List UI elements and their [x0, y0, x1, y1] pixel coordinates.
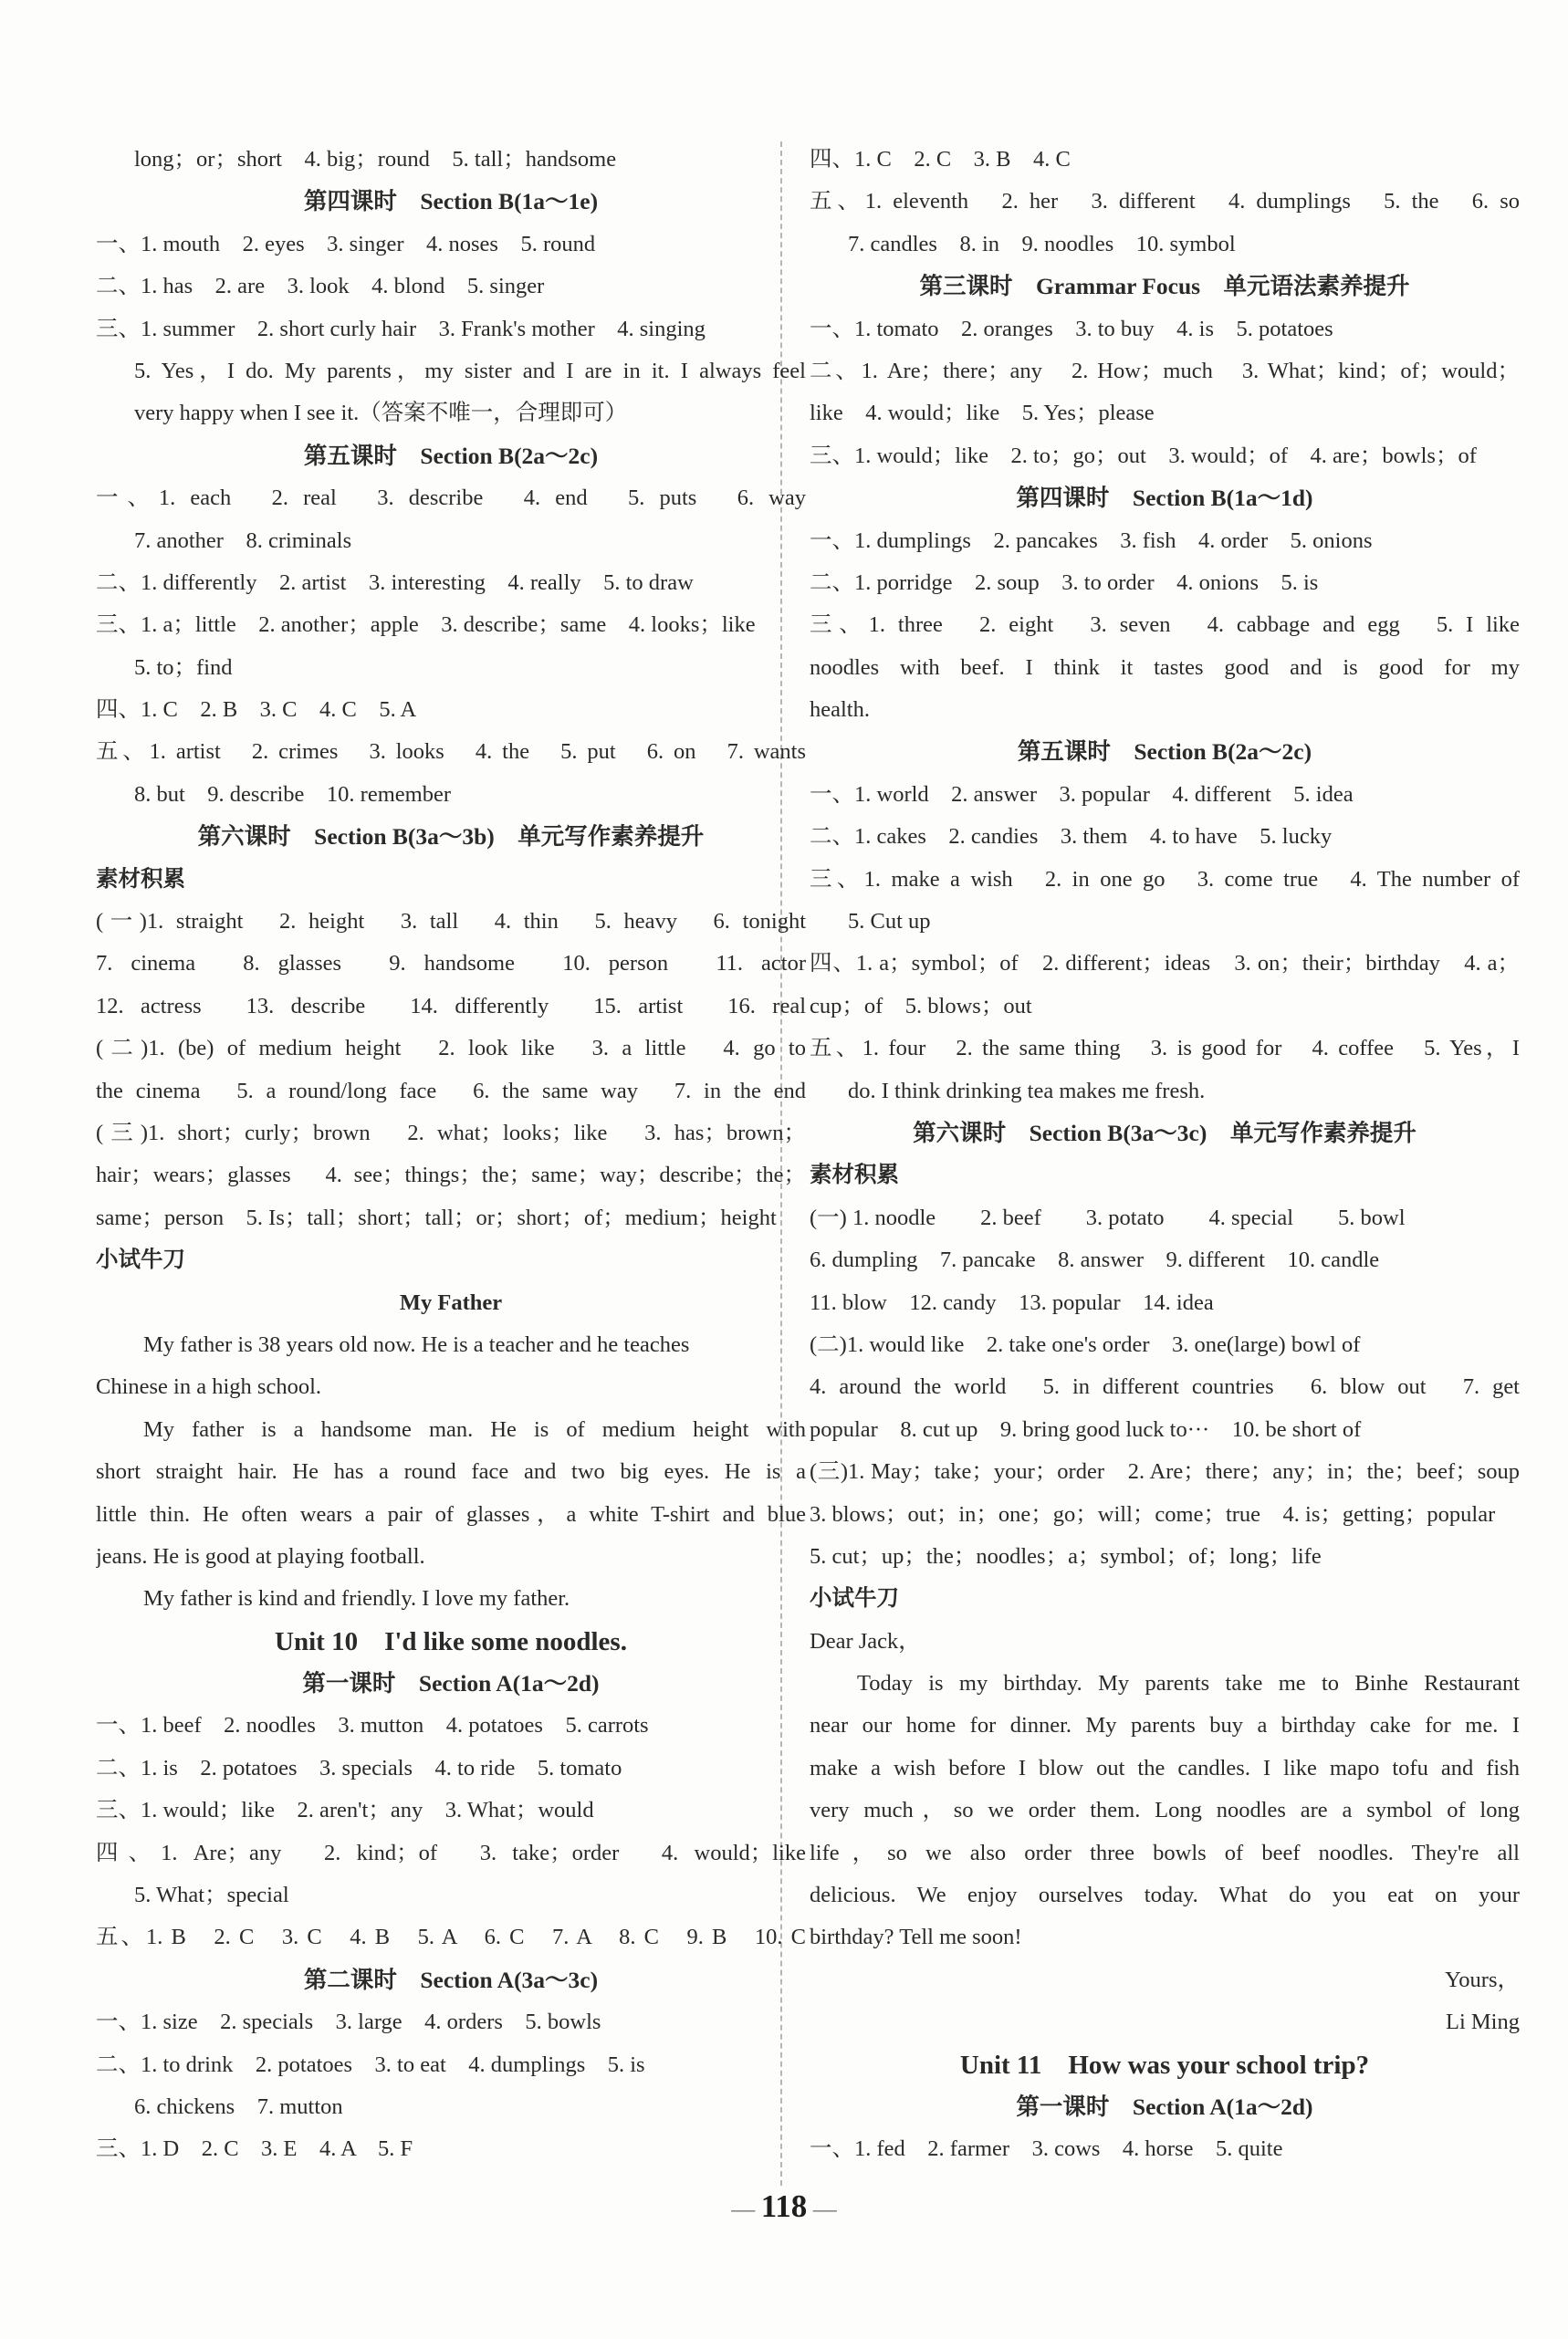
text-line: 一、1. dumplings 2. pancakes 3. fish 4. order 5. onions [810, 527, 1373, 553]
section-heading: Unit 10 I'd like some noodles. [275, 1626, 627, 1656]
text-line: 三、1. a；little 2. another；apple 3. describe；same 4. looks；like [96, 612, 756, 638]
text-line: very happy when I see it.（答案不唯一，合理即可） [134, 401, 628, 426]
text-line: 一、1. tomato 2. oranges 3. to buy 4. is 5. potatoes [810, 316, 1333, 341]
text-line: 三、1. summer 2. short curly hair 3. Frank's mother 4. singing [96, 316, 706, 341]
text-line: Yours， [1445, 1967, 1520, 1992]
text-line: 一、1. beef 2. noodles 3. mutton 4. potatoes 5. carrots [96, 1713, 649, 1739]
text-line: very much，so we order them. Long noodles are a symbol of long [810, 1798, 1520, 1823]
text-line: 7. candles 8. in 9. noodles 10. symbol [848, 231, 1236, 256]
text-line: 四、1. a；symbol；of 2. different；ideas 3. on；their；birthday 4. a； [810, 951, 1520, 976]
text-line: little thin. He often wears a pair of glasses，a white T-shirt and blue [96, 1501, 806, 1527]
text-line: long；or；short 4. big；round 5. tall；handsome [134, 147, 617, 172]
text-line: 三、1. three 2. eight 3. seven 4. cabbage and egg 5. I like [810, 612, 1520, 638]
text-line: My father is 38 years old now. He is a teacher and he teaches [143, 1331, 690, 1357]
text-line: Chinese in a high school. [96, 1374, 322, 1400]
text-line: 三、1. make a wish 2. in one go 3. come true 4. The number of [810, 866, 1520, 892]
text-line: 五、1. artist 2. crimes 3. looks 4. the 5. put 6. on 7. wants [96, 739, 806, 765]
text-line: health. [810, 697, 870, 723]
text-line: 12. actress 13. describe 14. differently 15. artist 16. real [96, 993, 806, 1018]
text-line: 8. but 9. describe 10. remember [134, 781, 451, 807]
text-line: (三)1. short；curly；brown 2. what；looks；like 3. has；brown； [96, 1120, 806, 1145]
text-line: 二、1. porridge 2. soup 3. to order 4. onions 5. is [810, 569, 1319, 595]
text-line: make a wish before I blow out the candles. I like mapo tofu and fish [810, 1755, 1520, 1780]
text-line: 5. Cut up [848, 909, 931, 935]
text-line: 二、1. cakes 2. candies 3. them 4. to have 5. lucky [810, 824, 1333, 850]
text-line: 7. another 8. criminals [134, 527, 352, 553]
text-line: 4. around the world 5. in different countries 6. blow out 7. get [810, 1374, 1520, 1400]
text-line: (二)1. would like 2. take one's order 3. one(large) bowl of [810, 1331, 1361, 1357]
text-line: 一、1. size 2. specials 3. large 4. orders 5. bowls [96, 2010, 601, 2035]
text-line: 小试牛刀 [96, 1248, 185, 1273]
text-line: the cinema 5. a round/long face 6. the same way 7. in the end [96, 1078, 806, 1103]
text-line: 素材积累 [96, 866, 185, 892]
text-line: 3. blows；out；in；one；go；will；come；true 4. is；getting；popular [810, 1501, 1496, 1527]
text-line: 5. cut；up；the；noodles；a；symbol；of；long；life [810, 1543, 1322, 1569]
text-line: 7. cinema 8. glasses 9. handsome 10. person 11. actor [96, 951, 806, 976]
section-heading: 第六课时 Section B(3a～3c) 单元写作素养提升 [913, 1119, 1416, 1146]
text-line: (三)1. May；take；your；order 2. Are；there；any；in；the；beef；soup [810, 1459, 1520, 1485]
text-line: do. I think drinking tea makes me fresh. [848, 1078, 1206, 1103]
text-line: Today is my birthday. My parents take me to Binhe Restaurant [857, 1671, 1520, 1697]
text-line: same；person 5. Is；tall；short；tall；or；short；of；medium；height [96, 1205, 777, 1230]
text-line: My Father [399, 1290, 503, 1315]
text-line: delicious. We enjoy ourselves today. What do you eat on your [810, 1883, 1520, 1908]
text-line: 小试牛刀 [810, 1586, 899, 1612]
text-line: 三、1. would；like 2. to；go；out 3. would；of 4. are；bowls；of [810, 443, 1477, 468]
section-heading: 第四课时 Section B(1a～1e) [303, 188, 599, 215]
text-line: 6. chickens 7. mutton [134, 2094, 343, 2119]
text-line: 5. to；find [134, 654, 233, 680]
text-line: My father is a handsome man. He is of medium height with [143, 1416, 806, 1442]
text-line: birthday? Tell me soon! [810, 1925, 1022, 1950]
text-line: popular 8. cut up 9. bring good luck to··· 10. be short of [810, 1416, 1362, 1442]
text-line: 二、1. has 2. are 3. look 4. blond 5. singer [96, 274, 545, 299]
text-line: 5. What；special [134, 1883, 289, 1908]
text-line: 三、1. would；like 2. aren't；any 3. What；would [96, 1798, 594, 1823]
section-heading: 第一课时 Section A(1a～2d) [302, 1670, 600, 1697]
text-line: 五、1. eleventh 2. her 3. different 4. dumplings 5. the 6. so [810, 189, 1520, 214]
text-line: 11. blow 12. candy 13. popular 14. idea [810, 1290, 1214, 1315]
section-heading: 第五课时 Section B(2a～2c) [303, 442, 599, 469]
text-line: near our home for dinner. My parents buy a birthday cake for me. I [810, 1713, 1520, 1739]
text-line: cup；of 5. blows；out [810, 993, 1032, 1018]
text-line: (二)1. (be) of medium height 2. look like 3. a little 4. go to [96, 1036, 806, 1061]
text-line: 素材积累 [810, 1163, 899, 1188]
text-line: 5. Yes，I do. My parents，my sister and I are in it. I always feel [134, 358, 806, 383]
text-line: jeans. He is good at playing football. [96, 1543, 425, 1569]
text-line: 二、1. is 2. potatoes 3. specials 4. to ride 5. tomato [96, 1755, 622, 1780]
section-heading: 第二课时 Section A(3a～3c) [303, 1966, 599, 1993]
text-line: hair；wears；glasses 4. see；things；the；same；way；describe；the； [96, 1163, 806, 1188]
section-heading: 第四课时 Section B(1a～1d) [1016, 485, 1313, 512]
text-line: 四、1. Are；any 2. kind；of 3. take；order 4. would；like [96, 1840, 806, 1865]
text-line: Li Ming [1446, 2010, 1520, 2035]
text-line: life，so we also order three bowls of beef noodles. They're all [810, 1840, 1520, 1865]
text-line: My father is kind and friendly. I love my father. [143, 1586, 570, 1612]
text-line: 6. dumpling 7. pancake 8. answer 9. different 10. candle [810, 1248, 1380, 1273]
text-line: 二、1. Are；there；any 2. How；much 3. What；kind；of；would； [810, 358, 1520, 383]
section-heading: 第三课时 Grammar Focus 单元语法素养提升 [919, 273, 1410, 300]
text-line: 四、1. C 2. B 3. C 4. C 5. A [96, 697, 417, 723]
text-line: 一、1. world 2. answer 3. popular 4. different 5. idea [810, 781, 1354, 807]
text-line: (一)1. straight 2. height 3. tall 4. thin 5. heavy 6. tonight [96, 909, 806, 935]
text-line: 三、1. D 2. C 3. E 4. A 5. F [96, 2136, 413, 2162]
text-line: (一) 1. noodle 2. beef 3. potato 4. special 5. bowl [810, 1205, 1406, 1230]
section-heading: 第五课时 Section B(2a～2c) [1017, 738, 1312, 766]
text-line: noodles with beef. I think it tastes good and is good for my [810, 654, 1520, 680]
text-line: 五、1. B 2. C 3. C 4. B 5. A 6. C 7. A 8. C 9. B 10. C [96, 1925, 806, 1950]
section-heading: 第六课时 Section B(3a～3b) 单元写作素养提升 [197, 823, 705, 851]
text-line: Dear Jack， [810, 1628, 921, 1654]
text-line: like 4. would；like 5. Yes；please [810, 401, 1155, 426]
text-line: 五、1. four 2. the same thing 3. is good for 4. coffee 5. Yes，I [810, 1036, 1520, 1061]
text-line: 一、1. each 2. real 3. describe 4. end 5. puts 6. way [96, 486, 806, 511]
text-line: 四、1. C 2. C 3. B 4. C [810, 147, 1071, 172]
text-line: short straight hair. He has a round face and two big eyes. He is a [96, 1459, 806, 1485]
right-column [810, 139, 1520, 2171]
left-column [96, 139, 806, 2171]
section-heading: 第一课时 Section A(1a～2d) [1016, 2093, 1313, 2120]
text-line: 二、1. to drink 2. potatoes 3. to eat 4. dumplings 5. is [96, 2052, 645, 2077]
text-line: 一、1. fed 2. farmer 3. cows 4. horse 5. quite [810, 2136, 1283, 2162]
text-line: 二、1. differently 2. artist 3. interesting 4. really 5. to draw [96, 569, 694, 595]
page-number: — 118 — [0, 2188, 1568, 2225]
section-heading: Unit 11 How was your school trip? [959, 2050, 1370, 2080]
text-line: 一、1. mouth 2. eyes 3. singer 4. noses 5. round [96, 231, 596, 256]
